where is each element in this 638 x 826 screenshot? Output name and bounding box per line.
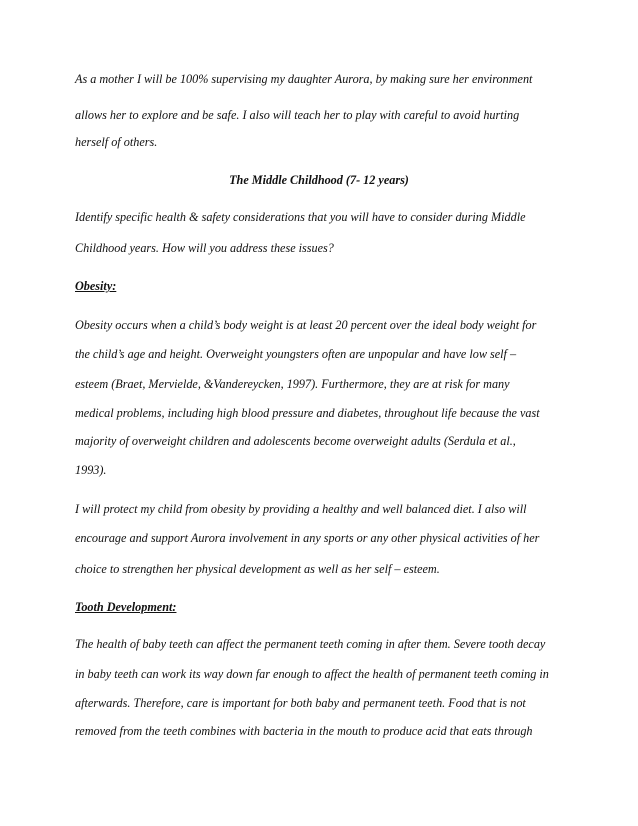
obesity-paragraph-line: the child’s age and height. Overweight youngsters often are unpopular and have low self – [75, 347, 517, 361]
obesity-paragraph-line: encourage and support Aurora involvement in any sports or any other physical activities of her [75, 531, 540, 545]
obesity-heading: Obesity: [75, 279, 117, 293]
section-title: The Middle Childhood (7- 12 years) [229, 173, 409, 187]
intro-line: herself of others. [75, 135, 158, 149]
tooth-paragraph-line: removed from the teeth combines with bacteria in the mouth to produce acid that eats through [75, 724, 533, 738]
intro-line: allows her to explore and be safe. I also will teach her to play with careful to avoid hurting [75, 108, 520, 122]
obesity-paragraph-line: choice to strengthen her physical development as well as her self – esteem. [75, 562, 440, 576]
intro-line: As a mother I will be 100% supervising my daughter Aurora, by making sure her environment [75, 72, 533, 86]
obesity-paragraph-line: medical problems, including high blood pressure and diabetes, throughout life because the vast [75, 406, 540, 420]
obesity-paragraph-line: esteem (Braet, Mervielde, &Vandereycken, 1997). Furthermore, they are at risk for many [75, 377, 510, 391]
obesity-paragraph-line: I will protect my child from obesity by providing a healthy and well balanced diet. I also will [75, 502, 527, 516]
tooth-development-heading: Tooth Development: [75, 600, 177, 614]
tooth-paragraph-line: afterwards. Therefore, care is important for both baby and permanent teeth. Food that is not [75, 696, 526, 710]
obesity-paragraph-line: majority of overweight children and adolescents become overweight adults (Serdula et al., [75, 434, 516, 448]
obesity-paragraph-line: Obesity occurs when a child’s body weight is at least 20 percent over the ideal body weight for [75, 318, 537, 332]
tooth-paragraph-line: The health of baby teeth can affect the permanent teeth coming in after them. Severe tooth decay [75, 637, 546, 651]
tooth-paragraph-line: in baby teeth can work its way down far enough to affect the health of permanent teeth coming in [75, 667, 549, 681]
question-line: Identify specific health & safety considerations that you will have to consider during Middle [75, 210, 526, 224]
obesity-paragraph-line: 1993). [75, 463, 107, 477]
question-line: Childhood years. How will you address these issues? [75, 241, 334, 255]
